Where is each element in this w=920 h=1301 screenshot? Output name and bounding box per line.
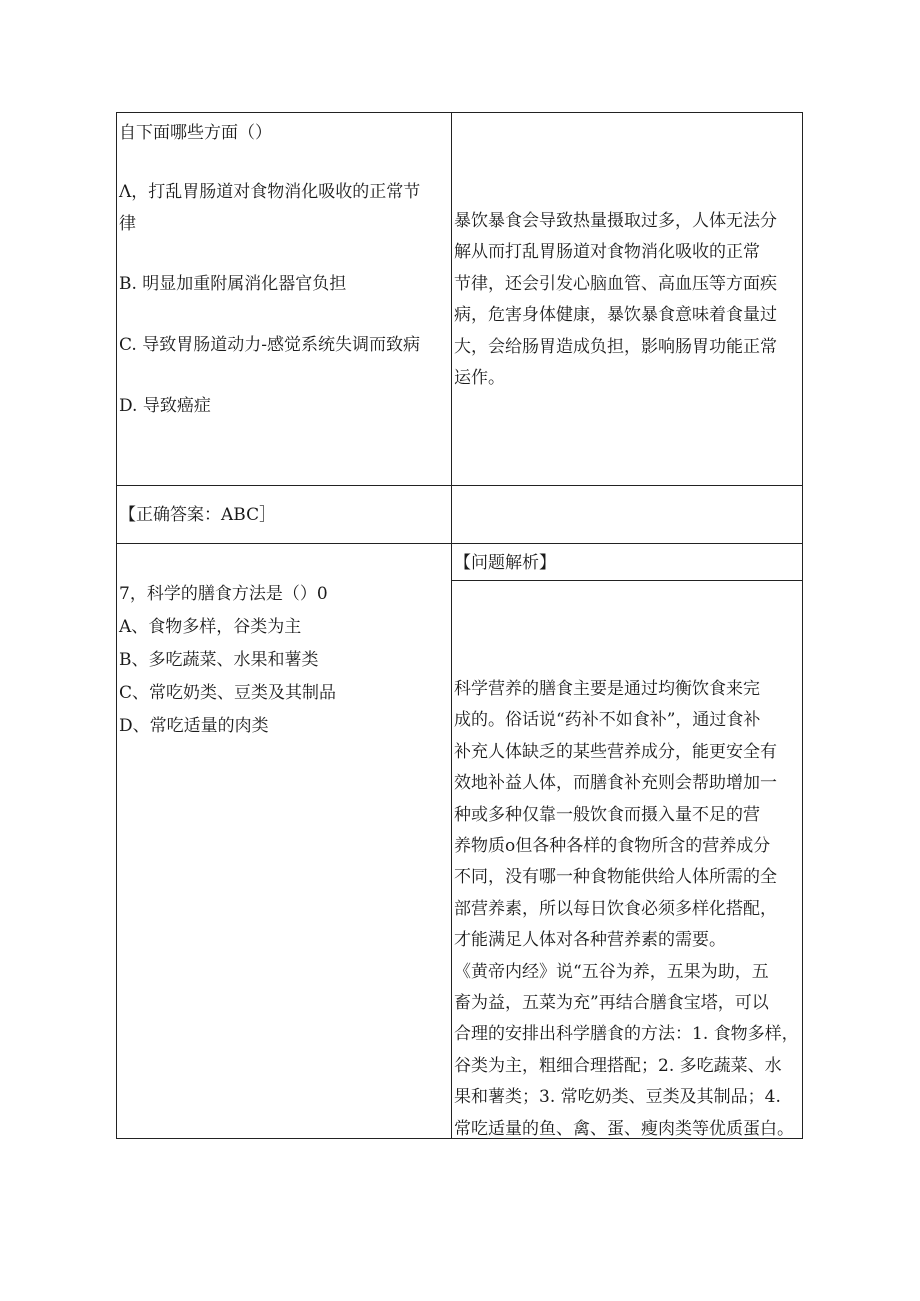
q7-explanation-line: 《黄帝内经》说“五谷为养，五果为助，五 (454, 961, 769, 982)
q7-explanation-line: 畜为益，五菜为充”再结合膳食宝塔，可以 (454, 993, 769, 1014)
q7-explanation-line: 果和薯类；3. 常吃奶类、豆类及其制品；4. (454, 1087, 781, 1108)
q7-explanation-line: 合理的安排出科学膳食的方法：1. 食物多样， (454, 1024, 799, 1045)
q7-explanation-line: 部营养素，所以每日饮食必须多样化搭配， (454, 898, 777, 919)
row-divider-answer (116, 485, 803, 486)
q7-explanation-line: 不同，没有哪一种食物能供给人体所需的全 (454, 867, 777, 888)
table-left-border (116, 112, 117, 1139)
q7-option-a: A、食物多样，谷类为主 (119, 617, 302, 637)
q7-explanation-line: 种或多种仅靠一般饮食而摄入量不足的营 (454, 804, 760, 825)
q6-explanation-line: 解从而打乱胃肠道对食物消化吸收的正常 (454, 242, 760, 263)
q7-explanation (454, 674, 799, 1145)
q7-explanation-line: 成的。俗话说“药补不如食补”，通过食补 (454, 710, 761, 731)
q7-stem: 7，科学的膳食方法是（）0 (119, 584, 328, 604)
q7-option-d: D、常吃适量的肉类 (119, 716, 269, 736)
q7-option-b: B、多吃蔬菜、水果和薯类 (119, 650, 319, 670)
q7-explanation-line: 常吃适量的鱼、禽、蛋、瘦肉类等优质蛋白。 (454, 1118, 794, 1139)
q6-option-a-line1: Λ，打乱胃肠道对食物消化吸收的正常节 (119, 182, 421, 202)
q6-correct-answer: 【正确答案：ABC］ (119, 505, 277, 525)
column-divider (451, 112, 452, 1139)
q7-explanation-line: 效地补益人体，而膳食补充则会帮助增加一 (454, 773, 777, 794)
q6-explanation-line: 运作。 (454, 368, 505, 389)
q7-analysis-header: 【问题解析】 (454, 553, 556, 573)
analysis-header-divider (451, 580, 803, 581)
q6-option-c: C. 导致胃肠道动力-感觉系统失调而致病 (119, 335, 420, 355)
q6-explanation-line: 病，危害身体健康，暴饮暴食意味着食量过 (454, 305, 777, 326)
q6-stem-tail: 自下面哪些方面（） (119, 123, 272, 143)
q7-explanation-line: 谷类为主，粗细合理搭配；2. 多吃蔬菜、水 (454, 1055, 782, 1076)
q6-option-a-line2: 律 (119, 214, 136, 234)
q7-option-c: C、常吃奶类、豆类及其制品 (119, 683, 337, 703)
q6-option-d: D. 导致癌症 (119, 396, 211, 416)
q6-explanation (454, 206, 777, 394)
table-top-border (116, 112, 803, 113)
q6-explanation-line: 暴饮暴食会导致热量摄取过多，人体无法分 (454, 211, 777, 231)
q6-explanation-line: 大，会给肠胃造成负担，影响肠胃功能正常 (454, 336, 777, 357)
row-divider-q7 (116, 543, 803, 544)
table-right-border (802, 112, 803, 1139)
q7-explanation-line: 才能满足人体对各种营养素的需要。 (454, 930, 726, 951)
q7-explanation-line: 科学营养的膳食主要是通过均衡饮食来完 (454, 679, 760, 699)
q6-option-b: B. 明显加重附属消化器官负担 (119, 274, 347, 294)
q7-explanation-line: 养物质o但各种各样的食物所含的营养成分 (454, 836, 771, 857)
q6-explanation-line: 节律，还会引发心脑血管、高血压等方面疾 (454, 273, 777, 294)
q7-explanation-line: 补充人体缺乏的某些营养成分，能更安全有 (454, 741, 777, 762)
